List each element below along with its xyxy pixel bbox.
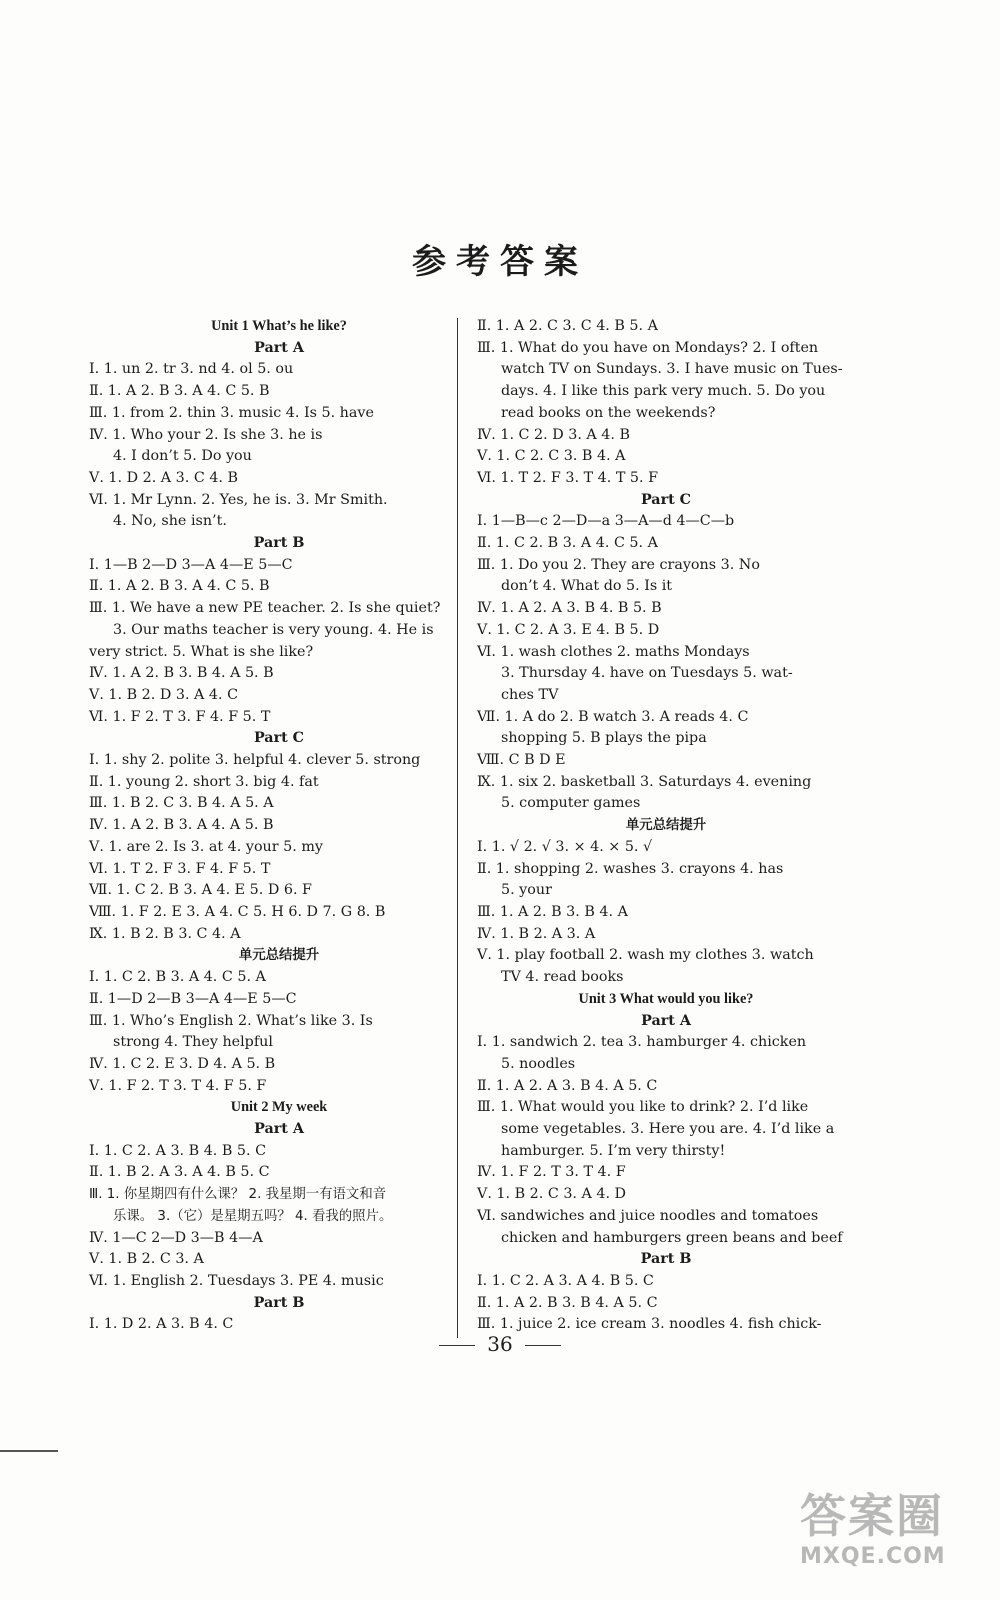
watermark-url: MXQE.COM — [800, 1544, 946, 1569]
answer-line: Ⅳ. 1. Who your 2. Is she 3. he is — [89, 426, 323, 443]
answer-line: Ⅷ. 1. F 2. E 3. A 4. C 5. H 6. D 7. G 8. B — [89, 903, 386, 920]
answer-line: Ⅴ. 1. play football 2. wash my clothes 3. watch — [477, 947, 814, 964]
answer-line: Ⅱ. 1. shopping 2. washes 3. crayons 4. has — [477, 860, 784, 877]
answer-line: Ⅳ. 1. A 2. B 3. A 4. A 5. B — [89, 817, 274, 834]
answer-line: Ⅳ. 1. A 2. A 3. B 4. B 5. B — [477, 600, 662, 617]
answer-line: Ⅱ. 1. A 2. B 3. B 4. A 5. C — [477, 1294, 658, 1311]
answer-line: chicken and hamburgers green beans and beef — [501, 1229, 843, 1246]
column-divider — [457, 318, 458, 1338]
answer-line: read books on the weekends? — [501, 404, 716, 421]
watermark-title: 答案圈 — [800, 1489, 944, 1543]
answer-line: watch TV on Sundays. 3. I have music on Tues- — [501, 361, 843, 378]
answer-line: Ⅵ. 1. wash clothes 2. maths Mondays — [477, 643, 750, 660]
answer-line: Ⅵ. 1. F 2. T 3. F 4. F 5. T — [89, 708, 271, 725]
answer-line: some vegetables. 3. Here you are. 4. I’d like a — [501, 1121, 835, 1138]
answer-line: Ⅰ. 1. C 2. A 3. B 4. B 5. C — [89, 1142, 267, 1159]
answer-line: very strict. 5. What is she like? — [89, 643, 314, 660]
page-number-text: 36 — [487, 1332, 513, 1356]
answer-line: Ⅱ. 1. A 2. B 3. A 4. C 5. B — [89, 578, 270, 595]
answer-line: Ⅲ. 1. from 2. thin 3. music 4. Is 5. have — [89, 404, 374, 421]
answer-line: 5. your — [501, 882, 552, 899]
section-heading: Part A — [254, 1121, 304, 1138]
answer-line: Ⅳ. 1. C 2. E 3. D 4. A 5. B — [89, 1055, 276, 1072]
answer-line: 5. computer games — [501, 795, 641, 812]
answer-line: Ⅴ. 1. B 2. D 3. A 4. C — [89, 686, 239, 703]
answer-line: ches TV — [501, 686, 559, 703]
answer-line: hamburger. 5. I’m very thirsty! — [501, 1142, 726, 1159]
answer-column-left — [89, 316, 469, 1336]
answer-line: Ⅳ. 1. A 2. B 3. B 4. A 5. B — [89, 665, 274, 682]
answer-line: Ⅵ. 1. English 2. Tuesdays 3. PE 4. music — [89, 1272, 384, 1289]
answer-line: Ⅴ. 1. C 2. C 3. B 4. A — [477, 448, 626, 465]
answer-line: Ⅲ. 1. What would you like to drink? 2. I’d like — [477, 1099, 809, 1116]
corner-rule — [0, 1450, 58, 1452]
answer-line: Ⅰ. 1. sandwich 2. tea 3. hamburger 4. chicken — [477, 1034, 807, 1051]
page-number-dash-left — [439, 1345, 475, 1346]
answer-line: Ⅲ. 1. B 2. C 3. B 4. A 5. A — [89, 795, 274, 812]
answer-line: Ⅴ. 1. are 2. Is 3. at 4. your 5. my — [89, 838, 323, 855]
answer-line: Ⅳ. 1. C 2. D 3. A 4. B — [477, 426, 630, 443]
answer-line: Ⅵ. 1. Mr Lynn. 2. Yes, he is. 3. Mr Smith. — [89, 491, 388, 508]
answer-line: Ⅱ. 1. young 2. short 3. big 4. fat — [89, 773, 319, 790]
answer-line: Ⅳ. 1. F 2. T 3. T 4. F — [477, 1164, 626, 1181]
answer-line: Ⅰ. 1—B 2—D 3—A 4—E 5—C — [89, 556, 293, 573]
answer-line: Ⅲ. 1. A 2. B 3. B 4. A — [477, 903, 628, 920]
answer-line: strong 4. They helpful — [113, 1034, 273, 1051]
answer-line: Ⅱ. 1. C 2. B 3. A 4. C 5. A — [477, 535, 658, 552]
answer-line: shopping 5. B plays the pipa — [501, 730, 707, 747]
answer-line: Ⅷ. C B D E — [477, 752, 566, 769]
answer-line: Ⅰ. 1. C 2. A 3. A 4. B 5. C — [477, 1272, 654, 1289]
answer-line: Ⅲ. 1. Who’s English 2. What’s like 3. Is — [89, 1012, 373, 1029]
page-number-dash-right — [525, 1345, 561, 1346]
answer-line: 乐课。 3.（它）是星期五吗？ 4. 看我的照片。 — [113, 1208, 393, 1224]
answer-line: Ⅲ. 1. juice 2. ice cream 3. noodles 4. fish chick- — [477, 1316, 822, 1333]
page-number — [0, 1332, 1000, 1356]
answer-column-right — [477, 316, 855, 1336]
answer-line: Ⅴ. 1. F 2. T 3. T 4. F 5. F — [89, 1077, 267, 1094]
section-heading: Part B — [253, 1294, 305, 1311]
answer-line: TV 4. read books — [501, 969, 624, 986]
page-title: 参考答案 — [412, 242, 588, 282]
answer-line: Ⅰ. 1. shy 2. polite 3. helpful 4. clever 5. strong — [89, 752, 421, 769]
answer-line: Ⅱ. 1. A 2. B 3. A 4. C 5. B — [89, 383, 270, 400]
answer-line: Ⅱ. 1—D 2—B 3—A 4—E 5—C — [89, 990, 297, 1007]
section-heading: Part C — [640, 491, 692, 508]
answer-line: Ⅸ. 1. B 2. B 3. C 4. A — [89, 925, 241, 942]
answer-line: Ⅱ. 1. B 2. A 3. A 4. B 5. C — [89, 1164, 270, 1181]
answer-line: Ⅰ. 1. un 2. tr 3. nd 4. ol 5. ou — [89, 361, 294, 378]
answer-line: Ⅵ. 1. T 2. F 3. F 4. F 5. T — [89, 860, 271, 877]
answer-line: days. 4. I like this park very much. 5. Do you — [501, 383, 826, 400]
answer-line: Ⅸ. 1. six 2. basketball 3. Saturdays 4. evening — [477, 773, 812, 790]
watermark-logo — [800, 1488, 990, 1588]
answer-line: Ⅱ. 1. A 2. A 3. B 4. A 5. C — [477, 1077, 658, 1094]
answer-line: Ⅰ. 1—B—c 2—D—a 3—A—d 4—C—b — [477, 513, 735, 530]
answer-line: Ⅴ. 1. B 2. C 3. A — [89, 1251, 204, 1268]
answer-line: don’t 4. What do 5. Is it — [501, 578, 673, 595]
answer-line: Ⅰ. 1. D 2. A 3. B 4. C — [89, 1316, 234, 1333]
answer-line: Ⅲ. 1. 你星期四有什么课？ 2. 我星期一有语文和音 — [89, 1187, 387, 1203]
section-heading: Unit 2 My week — [230, 1099, 328, 1116]
answer-line: Ⅶ. 1. A do 2. B watch 3. A reads 4. C — [477, 708, 749, 725]
section-heading: Unit 1 What’s he like? — [211, 318, 347, 334]
answer-line: Ⅱ. 1. A 2. C 3. C 4. B 5. A — [477, 318, 658, 334]
answer-line: Ⅵ. 1. T 2. F 3. T 4. T 5. F — [477, 469, 659, 486]
answer-line: Ⅲ. 1. What do you have on Mondays? 2. I often — [477, 339, 819, 356]
answer-line: 3. Thursday 4. have on Tuesdays 5. wat- — [501, 665, 793, 682]
answer-line: 3. Our maths teacher is very young. 4. He is — [113, 621, 434, 638]
answer-line: Ⅳ. 1—C 2—D 3—B 4—A — [89, 1229, 263, 1246]
section-heading: Part B — [640, 1251, 692, 1268]
section-heading: 单元总结提升 — [625, 818, 707, 834]
answer-line: 4. No, she isn’t. — [113, 513, 227, 530]
answer-line: 5. noodles — [501, 1055, 576, 1072]
section-heading: Part A — [641, 1012, 691, 1029]
answer-line: Ⅳ. 1. B 2. A 3. A — [477, 925, 596, 942]
answer-line: 4. I don’t 5. Do you — [113, 448, 252, 465]
section-heading: Part A — [254, 339, 304, 356]
section-heading: Part B — [253, 535, 305, 552]
answer-line: Ⅴ. 1. C 2. A 3. E 4. B 5. D — [477, 621, 660, 638]
answer-line: Ⅴ. 1. D 2. A 3. C 4. B — [89, 469, 239, 486]
answer-line: Ⅰ. 1. √ 2. √ 3. × 4. × 5. √ — [477, 838, 653, 855]
answer-line: Ⅶ. 1. C 2. B 3. A 4. E 5. D 6. F — [89, 882, 312, 899]
answer-line: Ⅲ. 1. Do you 2. They are crayons 3. No — [477, 556, 760, 573]
answer-line: Ⅵ. sandwiches and juice noodles and tomatoes — [477, 1207, 819, 1224]
answer-line: Ⅰ. 1. C 2. B 3. A 4. C 5. A — [89, 969, 266, 986]
answer-line: Ⅲ. 1. We have a new PE teacher. 2. Is she quiet? — [89, 600, 441, 617]
answer-line: Ⅴ. 1. B 2. C 3. A 4. D — [477, 1186, 627, 1203]
section-heading: Part C — [253, 730, 305, 747]
section-heading: 单元总结提升 — [238, 948, 320, 964]
section-heading: Unit 3 What would you like? — [578, 990, 754, 1007]
